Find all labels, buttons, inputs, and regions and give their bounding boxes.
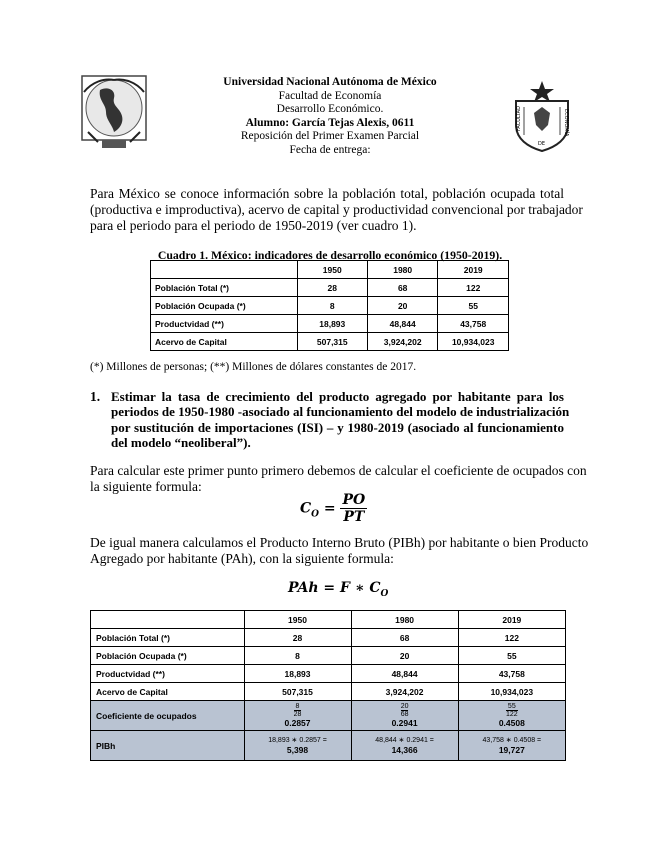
crest-text-de: DE xyxy=(538,141,546,147)
row-label: Población Ocupada (*) xyxy=(151,297,298,315)
cell-value: 48,844 xyxy=(351,665,458,683)
pibh-calculation: 18,893 ∗ 0.2857 = xyxy=(268,736,327,744)
cell-value: 28 xyxy=(297,279,367,297)
pibh-cell xyxy=(458,731,565,761)
row-label: PIBh xyxy=(91,731,245,761)
unam-crest-icon xyxy=(78,72,150,150)
cell-value: 48,844 xyxy=(367,315,437,333)
exam-title: Reposición del Primer Examen Parcial xyxy=(240,130,420,143)
cell-value: 122 xyxy=(438,279,509,297)
question-line: Estimar la tasa de crecimiento del producto agregado por habitante para los xyxy=(111,389,564,404)
formula-fraction xyxy=(340,492,367,525)
cell-value: 43,758 xyxy=(438,315,509,333)
formula-subscript: O xyxy=(311,509,319,520)
fraction-numerator: 8 xyxy=(295,703,300,710)
row-label: Población Total (*) xyxy=(91,629,245,647)
facultad-economia-crest-icon xyxy=(510,79,574,153)
pibh-cell xyxy=(351,731,458,761)
pibh-row xyxy=(91,731,566,761)
step1-line: la siguiente formula: xyxy=(90,479,202,494)
question-line: periodos de 1950-1980 -asociado al funcionamiento del modelo de industrialización xyxy=(111,404,570,420)
row-label: Población Ocupada (*) xyxy=(91,647,245,665)
year-header: 1950 xyxy=(297,261,367,279)
table-row xyxy=(91,647,566,665)
fraction-numerator: 55 xyxy=(507,703,516,710)
formula-numerator: PO xyxy=(342,492,366,508)
cell-value: 3,924,202 xyxy=(367,333,437,351)
cell-value: 10,934,023 xyxy=(438,333,509,351)
crest-text-facultad: FACULTAD xyxy=(516,106,522,131)
pibh-result: 14,366 xyxy=(391,744,418,755)
table-corner-cell xyxy=(91,611,245,629)
year-header: 1980 xyxy=(367,261,437,279)
coefficient-cell xyxy=(244,701,351,731)
table-header-row xyxy=(151,261,509,279)
table-row xyxy=(151,279,509,297)
step2-line: De igual manera calculamos el Producto Interno Bruto (PIBh) por habitante o bien Producto xyxy=(90,535,589,550)
cell-value: 507,315 xyxy=(297,333,367,351)
step1-line: Para calcular este primer punto primero debemos de calcular el coeficiente de ocupados con xyxy=(90,463,587,478)
intro-line: (productiva e improductiva), acervo de capital y productividad convencional por trabajador xyxy=(90,202,583,217)
coefficient-fraction xyxy=(506,703,518,718)
year-header: 2019 xyxy=(438,261,509,279)
intro-line: Para México se conoce información sobre la población total, población ocupada total xyxy=(90,186,564,201)
cell-value: 55 xyxy=(458,647,565,665)
pah-formula xyxy=(288,580,388,599)
course-name: Desarrollo Económico. xyxy=(276,103,384,116)
coefficient-cell xyxy=(351,701,458,731)
cell-value: 28 xyxy=(244,629,351,647)
student-name: Alumno: García Tejas Alexis, 0611 xyxy=(245,116,415,129)
table-corner-cell xyxy=(151,261,298,279)
table-row xyxy=(91,629,566,647)
cell-value: 68 xyxy=(367,279,437,297)
cell-value: 55 xyxy=(438,297,509,315)
intro-line: para el periodo para el periodo de 1950-2019 (ver cuadro 1). xyxy=(90,218,417,233)
table1-footnote: (*) Millones de personas; (**) Millones de dólares constantes de 2017. xyxy=(90,361,417,373)
question-text xyxy=(111,389,570,451)
row-label: Acervo de Capital xyxy=(91,683,245,701)
indicators-table xyxy=(150,260,509,351)
document-header xyxy=(160,76,500,158)
coefficient-row xyxy=(91,701,566,731)
table-header-row xyxy=(91,611,566,629)
university-name: Universidad Nacional Autónoma de México xyxy=(223,76,437,88)
formula-equals: = xyxy=(323,500,336,517)
cell-value: 3,924,202 xyxy=(351,683,458,701)
cell-value: 43,758 xyxy=(458,665,565,683)
fraction-denominator: 122 xyxy=(505,711,518,718)
cell-value: 507,315 xyxy=(244,683,351,701)
pah-formula-text: PAh = F ∗ C xyxy=(288,580,381,596)
pibh-calculation: 43,758 ∗ 0.4508 = xyxy=(482,736,542,744)
faculty-name: Facultad de Economía xyxy=(278,89,382,102)
row-label: Coeficiente de ocupados xyxy=(91,701,245,731)
table-row xyxy=(151,297,509,315)
table-row xyxy=(91,683,566,701)
cell-value: 8 xyxy=(244,647,351,665)
formula-lhs: C xyxy=(300,500,312,517)
cell-value: 20 xyxy=(367,297,437,315)
question-line: del modelo “neoliberal”). xyxy=(111,435,251,451)
coefficient-result: 0.2857 xyxy=(284,718,311,728)
question-line: por sustitución de importaciones (ISI) – y 1980-2019 (asociado al funcionamiento xyxy=(111,419,564,435)
delivery-date-label: Fecha de entrega: xyxy=(289,143,371,156)
question-number: 1. xyxy=(90,389,101,404)
occupancy-coefficient-formula xyxy=(300,492,367,525)
pibh-cell xyxy=(244,731,351,761)
row-label: Población Total (*) xyxy=(151,279,298,297)
table1-caption: Cuadro 1. México: indicadores de desarrollo económico (1950-2019). xyxy=(157,248,503,262)
crest-text-economia: ECONOMÍA xyxy=(563,109,569,137)
coefficient-fraction xyxy=(294,703,302,718)
fraction-denominator: 68 xyxy=(400,711,409,718)
pibh-result: 5,398 xyxy=(286,744,309,755)
table-row xyxy=(91,665,566,683)
table-row xyxy=(151,315,509,333)
cell-value: 68 xyxy=(351,629,458,647)
fraction-numerator: 20 xyxy=(400,703,409,710)
step1-paragraph xyxy=(90,463,587,495)
intro-paragraph xyxy=(90,186,583,234)
calculation-table xyxy=(90,610,566,761)
cell-value: 18,893 xyxy=(244,665,351,683)
cell-value: 122 xyxy=(458,629,565,647)
year-header: 2019 xyxy=(458,611,565,629)
year-header: 1980 xyxy=(351,611,458,629)
row-label: Productvidad (**) xyxy=(151,315,298,333)
step2-paragraph xyxy=(90,535,589,567)
row-label: Acervo de Capital xyxy=(151,333,298,351)
formula-denominator: PT xyxy=(343,509,365,525)
coefficient-cell xyxy=(458,701,565,731)
coefficient-result: 0.4508 xyxy=(498,718,525,728)
step2-line: Agregado por habitante (PAh), con la siguiente formula: xyxy=(90,551,394,566)
fraction-denominator: 28 xyxy=(293,711,302,718)
coefficient-fraction xyxy=(401,703,409,718)
pibh-result: 19,727 xyxy=(498,744,525,755)
cell-value: 8 xyxy=(297,297,367,315)
pah-formula-subscript: O xyxy=(380,588,389,599)
coefficient-result: 0.2941 xyxy=(391,718,418,728)
cell-value: 18,893 xyxy=(297,315,367,333)
cell-value: 20 xyxy=(351,647,458,665)
cell-value: 10,934,023 xyxy=(458,683,565,701)
row-label: Productvidad (**) xyxy=(91,665,245,683)
table-row xyxy=(151,333,509,351)
pibh-calculation: 48,844 ∗ 0.2941 = xyxy=(375,736,434,744)
year-header: 1950 xyxy=(244,611,351,629)
